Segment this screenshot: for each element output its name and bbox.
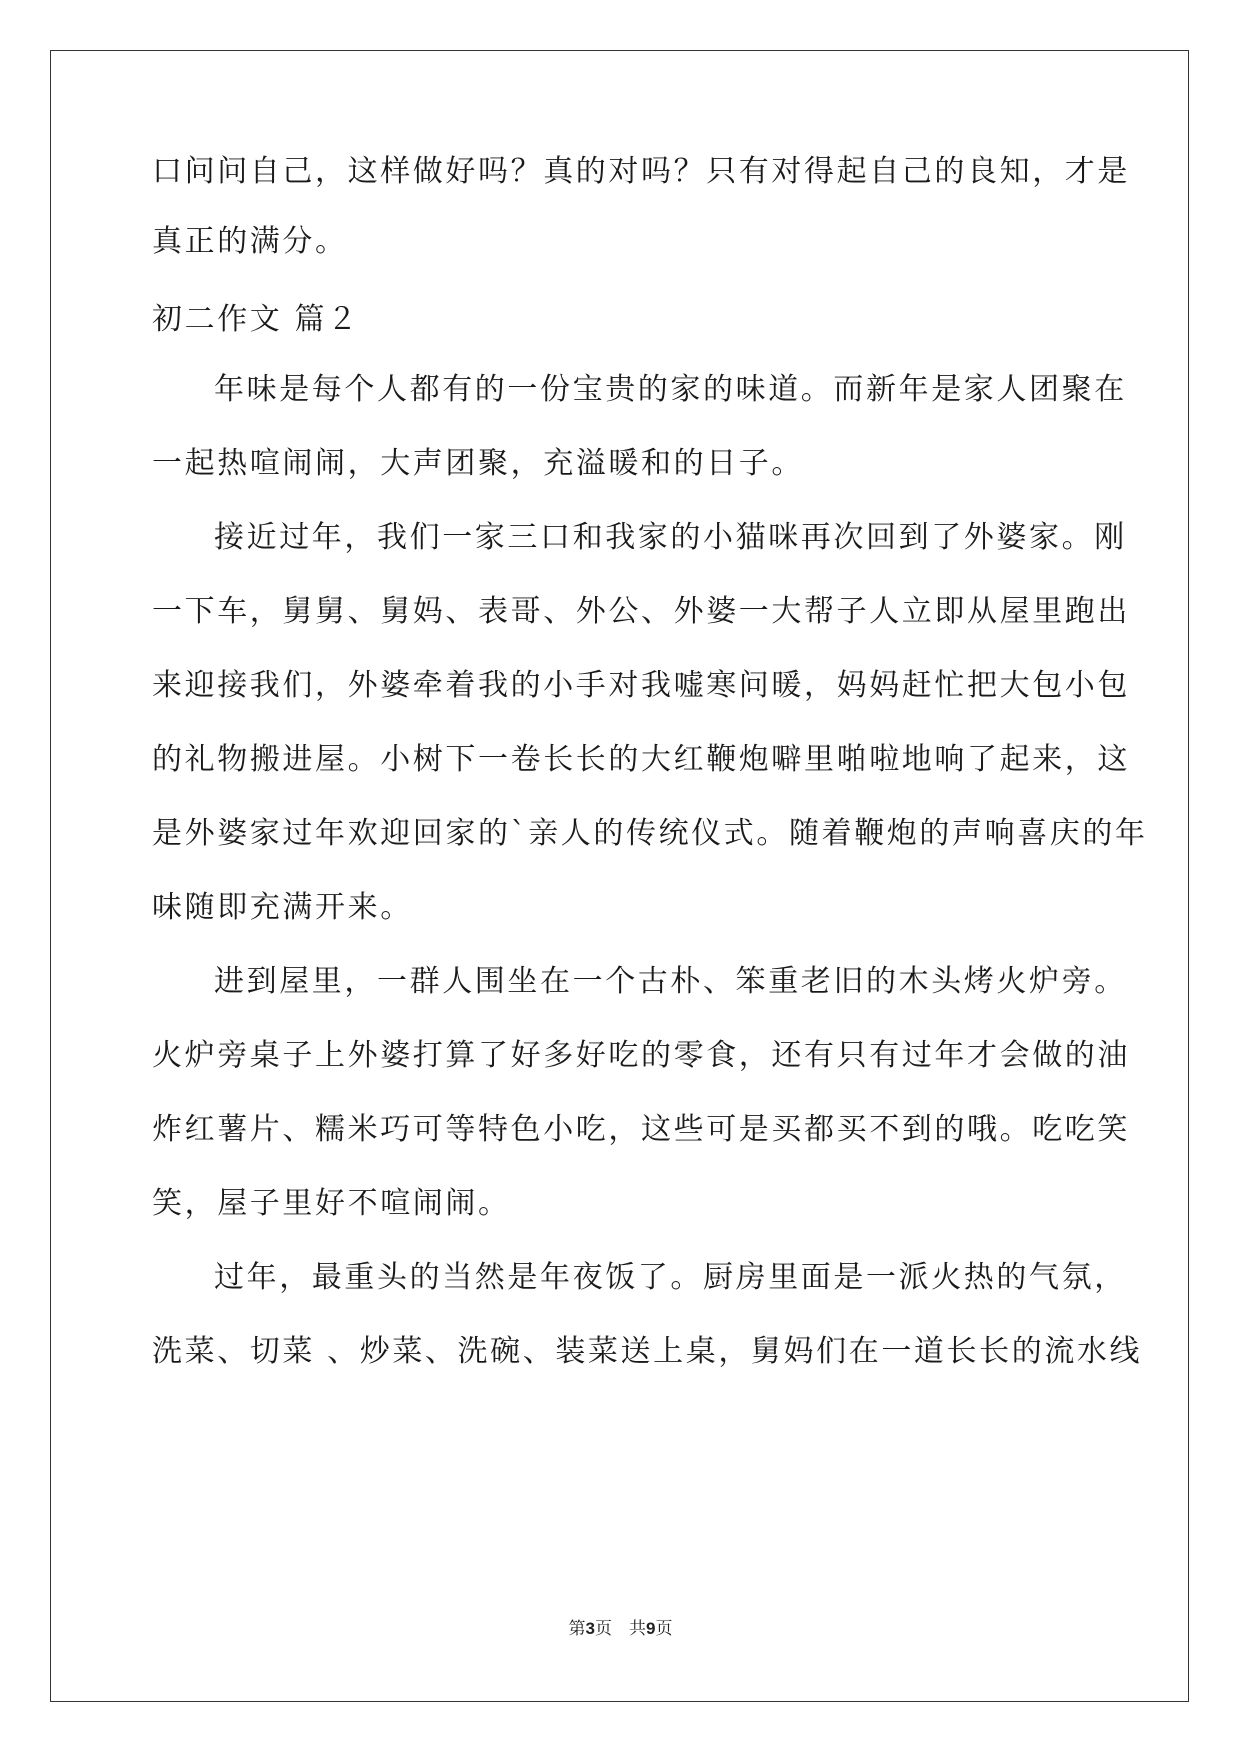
paragraph-start: 年味是每个人都有的一份宝贵的家的味道。而新年是家人团聚在 <box>214 372 1127 407</box>
body-line: 的礼物搬进屋。小树下一卷长长的大红鞭炮噼里啪啦地响了起来，这 <box>152 742 1130 777</box>
page-prefix: 第 <box>568 1619 586 1639</box>
page-border <box>50 50 1189 1702</box>
page-total: 9 <box>646 1619 656 1638</box>
page-current: 3 <box>585 1619 595 1638</box>
page-mid: 页 共 <box>595 1619 646 1639</box>
body-line: 来迎接我们，外婆牵着我的小手对我嘘寒问暖，妈妈赶忙把大包小包 <box>152 668 1130 703</box>
section-heading: 初二作文 篇２ <box>152 302 360 337</box>
paragraph-start: 过年，最重头的当然是年夜饭了。厨房里面是一派火热的气氛， <box>214 1260 1127 1295</box>
paragraph-start: 进到屋里，一群人围坐在一个古朴、笨重老旧的木头烤火炉旁。 <box>214 964 1127 999</box>
body-line: 一下车，舅舅、舅妈、表哥、外公、外婆一大帮子人立即从屋里跑出 <box>152 594 1130 629</box>
body-line: 口问问自己，这样做好吗？真的对吗？只有对得起自己的良知，才是 <box>152 154 1130 189</box>
body-line: 笑，屋子里好不喧闹闹。 <box>152 1186 511 1221</box>
body-line: 洗菜、切菜 、炒菜、洗碗、装菜送上桌，舅妈们在一道长长的流水线 <box>152 1334 1143 1369</box>
body-line: 味随即充满开来。 <box>152 890 413 925</box>
page-number-footer <box>0 1614 1241 1639</box>
page-suffix: 页 <box>655 1619 673 1639</box>
body-line: 炸红薯片、糯米巧可等特色小吃，这些可是买都买不到的哦。吃吃笑 <box>152 1112 1130 1147</box>
body-line: 一起热喧闹闹，大声团聚，充溢暖和的日子。 <box>152 446 804 481</box>
paragraph-start: 接近过年，我们一家三口和我家的小猫咪再次回到了外婆家。刚 <box>214 520 1127 555</box>
body-line: 是外婆家过年欢迎回家的`亲人的传统仪式。随着鞭炮的声响喜庆的年 <box>152 816 1148 851</box>
body-line: 真正的满分。 <box>152 224 348 259</box>
body-line: 火炉旁桌子上外婆打算了好多好吃的零食，还有只有过年才会做的油 <box>152 1038 1130 1073</box>
